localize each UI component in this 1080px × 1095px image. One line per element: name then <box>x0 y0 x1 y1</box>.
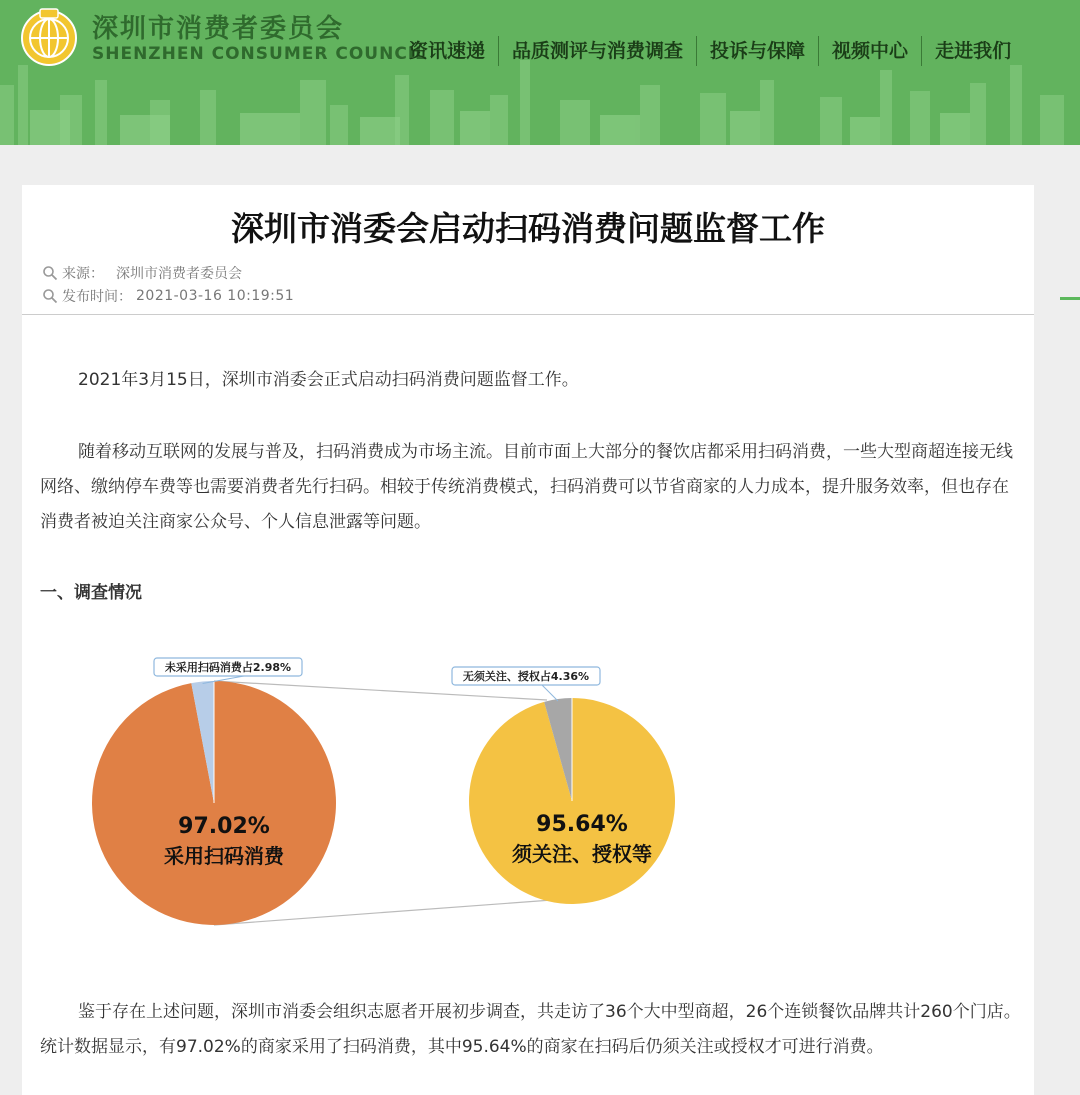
search-icon <box>42 288 58 304</box>
nav-item-video-center[interactable]: 视频中心 <box>832 40 909 62</box>
nav-item-news[interactable]: 资讯速递 <box>409 40 486 62</box>
slice-callout-label: 未采用扫码消费占2.98% <box>164 661 292 674</box>
org-name-cn: 深圳市消费者委员会 <box>92 14 345 44</box>
side-accent-line <box>1060 297 1080 300</box>
title-divider <box>22 314 1034 315</box>
main-nav <box>396 36 1024 66</box>
slice-callout-leader <box>542 685 558 701</box>
consumer-council-globe-logo[interactable] <box>18 6 80 68</box>
source-label: 来源： <box>62 266 104 282</box>
article-paragraph: 鉴于存在上述问题，深圳市消委会组织志愿者开展初步调查，共走访了36个大中型商超，26个连锁餐饮品牌共计260个门店。统计数据显示，有97.02%的商家采用了扫码消费，其中95.64%的商家在扫码后仍须关注或授权才可进行消费。 <box>40 1002 1021 1057</box>
slice-category-label: 须关注、授权等 <box>512 842 652 866</box>
section-heading: 一、调查情况 <box>40 583 142 603</box>
survey-pie-chart <box>92 655 692 945</box>
nav-item-quality-testing[interactable]: 品质测评与消费调查 <box>512 40 684 62</box>
published-value: 2021-03-16 10:19:51 <box>136 288 295 304</box>
article-card <box>22 185 1034 1095</box>
slice-value-label: 97.02% <box>178 814 270 839</box>
article-publish-time <box>42 286 294 306</box>
slice-callout-label: 无须关注、授权占4.36% <box>462 670 590 683</box>
article-paragraph: 随着移动互联网的发展与普及，扫码消费成为市场主流。目前市面上大部分的餐饮店都采用扫码消费，一些大型商超连接无线网络、缴纳停车费等也需要消费者先行扫码。相较于传统消费模式，扫码消费可以节省商家的人力成本，提升服务效率，但也存在消费者被迫关注商家公众号、个人信息泄露等问题。 <box>40 442 1013 532</box>
source-value: 深圳市消费者委员会 <box>116 266 242 282</box>
slice-value-label: 95.64% <box>536 812 628 837</box>
slice-category-label: 采用扫码消费 <box>164 844 284 868</box>
article-paragraph: 2021年3月15日，深圳市消委会正式启动扫码消费问题监督工作。 <box>78 370 579 390</box>
org-name-en: SHENZHEN CONSUMER COUNCIL <box>92 44 427 64</box>
article-title: 深圳市消委会启动扫码消费问题监督工作 <box>231 209 825 248</box>
published-label: 发布时间： <box>62 289 132 305</box>
site-header <box>0 0 1080 145</box>
search-icon <box>42 265 58 281</box>
article-source <box>42 263 242 283</box>
pie-of-pie-chart <box>92 655 692 945</box>
nav-item-about-us[interactable]: 走进我们 <box>935 40 1012 62</box>
nav-item-complaints[interactable]: 投诉与保障 <box>710 40 806 62</box>
